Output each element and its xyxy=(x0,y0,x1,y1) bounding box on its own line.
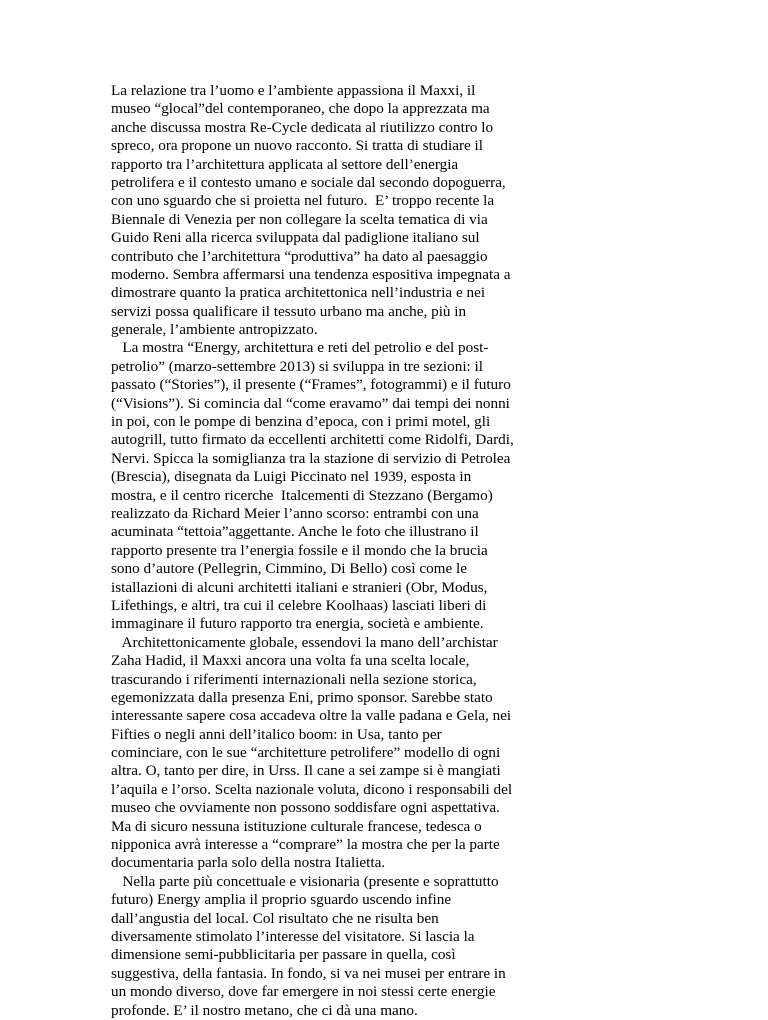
text-line: in poi, con le pompe di benzina d’epoca, con i primi motel, gli xyxy=(111,413,491,431)
text-line: Nervi. Spicca la somiglianza tra la stazione di servizio di Petrolea xyxy=(111,449,511,467)
text-line: museo che ovviamente non possono soddisfare ogni aspettativa. xyxy=(111,799,500,817)
text-line: istallazioni di alcuni architetti italiani e stranieri (Obr, Modus, xyxy=(111,578,488,596)
text-line: trascurando i riferimenti internazionali nella sezione storica, xyxy=(111,670,477,688)
text-line: con uno sguardo che si proietta nel futuro. E’ troppo recente la xyxy=(111,192,495,210)
text-line: diversamente stimolato l’interesse del visitatore. Si lascia la xyxy=(111,927,475,945)
text-line: (Brescia), disegnata da Luigi Piccinato nel 1939, esposta in xyxy=(111,468,472,486)
text-line: dimostrare quanto la pratica architettonica nell’industria e nei xyxy=(111,284,486,302)
text-line: Architettonicamente globale, essendovi la mano dell’archistar xyxy=(111,633,498,651)
text-line: dall’angustia del local. Col risultato che ne risulta ben xyxy=(111,909,439,927)
text-line: petrolio” (marzo-settembre 2013) si sviluppa in tre sezioni: il xyxy=(111,357,483,375)
text-line: contributo che l’architettura “produttiva” ha dato al paesaggio xyxy=(111,247,488,265)
text-line: Nella parte più concettuale e visionaria (presente e soprattutto xyxy=(111,872,499,890)
text-line: museo “glocal”del contemporaneo, che dopo la apprezzata ma xyxy=(111,100,490,118)
text-line: altra. O, tanto per dire, in Urss. Il cane a sei zampe si è mangiati xyxy=(111,762,501,780)
text-line: mostra, e il centro ricerche Italcementi di Stezzano (Bergamo) xyxy=(111,486,493,504)
text-line: petrolifera e il contesto umano e sociale dal secondo dopoguerra, xyxy=(111,173,506,191)
text-line: interessante sapere cosa accadeva oltre la valle padana e Gela, nei xyxy=(111,707,512,725)
document-page xyxy=(111,82,657,1020)
text-line: acuminata “tettoia”aggettante. Anche le foto che illustrano il xyxy=(111,523,479,541)
text-line: egemonizzata dalla presenza Eni, primo sponsor. Sarebbe stato xyxy=(111,688,493,706)
text-line: documentaria parla solo della nostra Italietta. xyxy=(111,854,386,872)
text-line: nipponica avrà interesse a “comprare” la mostra che per la parte xyxy=(111,836,500,854)
text-line: immaginare il futuro rapporto tra energia, società e ambiente. xyxy=(111,615,484,633)
text-line: futuro) Energy amplia il proprio sguardo uscendo infine xyxy=(111,891,452,909)
text-line: spreco, ora propone un nuovo racconto. Si tratta di studiare il xyxy=(111,137,483,155)
text-line: Zaha Hadid, il Maxxi ancora una volta fa una scelta locale, xyxy=(111,652,470,670)
text-line: Biennale di Venezia per non collegare la scelta tematica di via xyxy=(111,210,488,228)
text-line: rapporto presente tra l’energia fossile e il mondo che la brucia xyxy=(111,541,488,559)
article-text xyxy=(111,82,657,1020)
text-line: anche discussa mostra Re-Cycle dedicata al riutilizzo contro lo xyxy=(111,118,494,136)
text-line: rapporto tra l’architettura applicata al settore dell’energia xyxy=(111,155,459,173)
text-line: dimensione semi-pubblicitaria per passare in quella, così xyxy=(111,946,456,964)
text-line: generale, l’ambiente antropizzato. xyxy=(111,321,318,339)
text-line: Lifethings, e altri, tra cui il celebre Koolhaas) lasciati liberi di xyxy=(111,596,487,614)
text-line: Fifties o negli anni dell’italico boom: in Usa, tanto per xyxy=(111,725,442,743)
text-line: servizi possa qualificare il tessuto urbano ma anche, più in xyxy=(111,302,467,320)
text-line: sono d’autore (Pellegrin, Cimmino, Di Bello) così come le xyxy=(111,560,467,578)
text-line: realizzato da Richard Meier l’anno scorso: entrambi con una xyxy=(111,504,479,522)
text-line: La mostra “Energy, architettura e reti del petrolio e del post- xyxy=(111,339,489,357)
text-line: Ma di sicuro nessuna istituzione culturale francese, tedesca o xyxy=(111,817,482,835)
text-line: cominciare, con le sue “architetture petrolifere” modello di ogni xyxy=(111,744,501,762)
text-line: autogrill, tutto firmato da eccellenti architetti come Ridolfi, Dardi, xyxy=(111,431,514,449)
text-line: l’aquila e l’orso. Scelta nazionale voluta, dicono i responsabili del xyxy=(111,780,513,798)
text-line: La relazione tra l’uomo e l’ambiente appassiona il Maxxi, il xyxy=(111,82,476,99)
text-line: passato (“Stories”), il presente (“Frames”, fotogrammi) e il futuro xyxy=(111,376,511,394)
text-line: Guido Reni alla ricerca sviluppata dal padiglione italiano sul xyxy=(111,229,480,247)
text-line: suggestiva, della fantasia. In fondo, si va nei musei per entrare in xyxy=(111,964,506,982)
text-line: un mondo diverso, dove far emergere in noi stessi certe energie xyxy=(111,983,496,1001)
text-line: (“Visions”). Si comincia dal “come eravamo” dai tempi dei nonni xyxy=(111,394,510,412)
text-line: moderno. Sembra affermarsi una tendenza espositiva impegnata a xyxy=(111,265,511,283)
text-line: profonde. E’ il nostro metano, che ci dà una mano. xyxy=(111,1001,418,1019)
